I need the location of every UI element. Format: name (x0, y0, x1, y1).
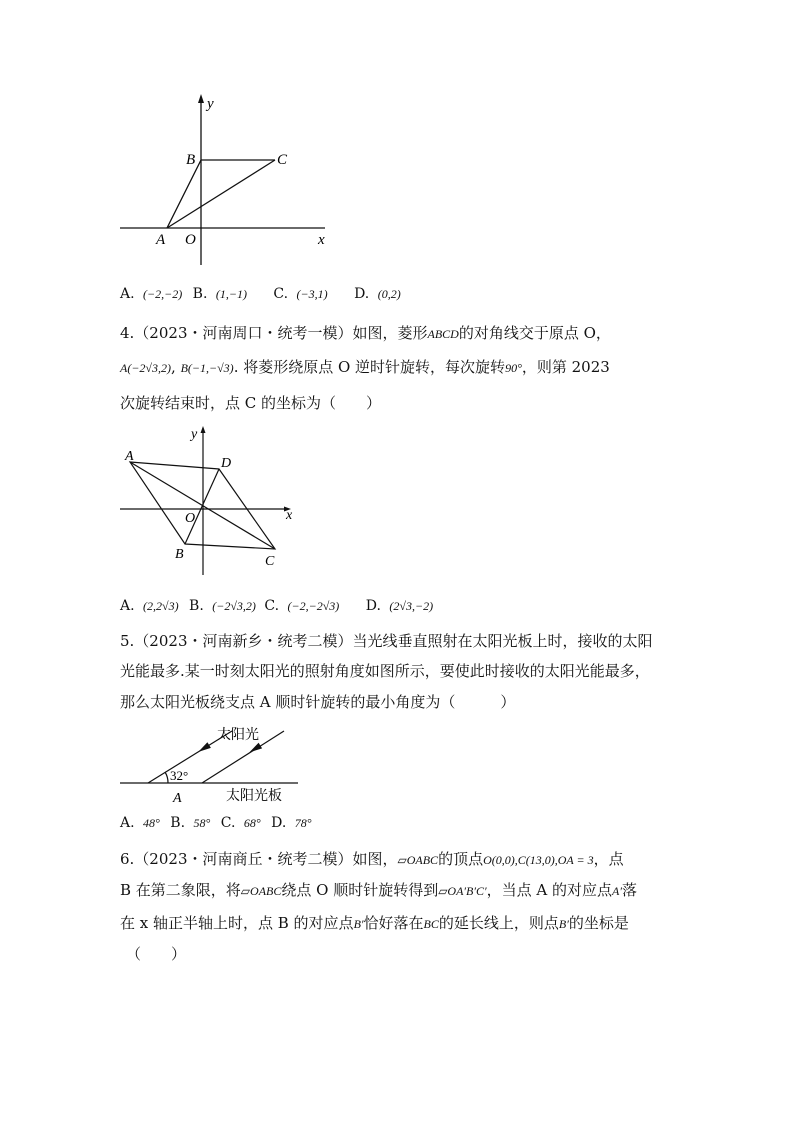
q6-line3-mid: 恰好落在 (363, 914, 424, 932)
q6-vertices: O(0,0),C(13,0),OA = 3 (483, 853, 594, 867)
q5-line-2: 光能最多.某一时刻太阳光的照射角度如图所示，要使此时接收的太阳光能最多， (120, 662, 650, 680)
q5-option-d-value: 78° (294, 816, 312, 830)
q6-line-3 (120, 913, 629, 934)
q5-line-3: 那么太阳光板绕支点 A 顺时针旋转的最小角度为（ ） (120, 693, 516, 711)
q4-line2-text1: . 将菱形绕原点 O 逆时针旋转，每次旋转 (233, 358, 506, 376)
label-o: O (185, 511, 196, 526)
sun-ray-1-arrowhead (198, 742, 211, 752)
q6-segment-bc: BC (423, 917, 439, 931)
q4-point-b: B(−1,−√3) (180, 361, 234, 375)
q5-option-a-value: 48° (143, 816, 160, 830)
q4-option-a-label[interactable]: A. (120, 598, 135, 614)
angle-label: 32° (170, 768, 189, 783)
angle-arc (165, 772, 168, 783)
label-y: y (191, 427, 198, 442)
q6-point-b-prime-2: B′ (558, 917, 569, 931)
q3-option-c-label[interactable]: C. (273, 286, 289, 302)
q6-line1-mid: 的顶点 (438, 850, 484, 868)
q4-angle: 90° (505, 361, 522, 375)
label-y: y (207, 96, 214, 112)
q6-line-2 (120, 880, 637, 901)
q4-options (120, 598, 433, 614)
figure-q3-triangle (110, 90, 350, 275)
q4-rhombus-name: ABCD (427, 327, 459, 341)
q3-option-a-value: (−2,−2) (143, 287, 183, 301)
q6-line3-prefix: 在 x 轴正半轴上时，点 B 的对应点 (120, 914, 354, 932)
y-axis-arrow (201, 426, 206, 433)
q4-line-2 (120, 357, 610, 378)
q4-option-b-value: (−2√3,2) (212, 599, 256, 613)
q3-option-b-value: (1,−1) (215, 287, 247, 301)
panel-label: 太阳光板 (226, 789, 282, 804)
q6-line1-prefix: 6.（2023・河南商丘・统考二模）如图， (120, 850, 398, 868)
point-a-label: A (173, 791, 182, 806)
label-b: B (175, 547, 184, 562)
q6-line-1 (120, 849, 624, 870)
label-o: O (185, 232, 196, 248)
q6-line2-mid2: ，当点 A 的对应点 (486, 881, 613, 899)
q6-line3-mid2: 的延长线上，则点 (438, 914, 559, 932)
figure-q4-rhombus (115, 422, 315, 582)
q4-option-c-label[interactable]: C. (264, 598, 280, 614)
q6-point-b-prime: B′ (353, 917, 364, 931)
label-a: A (156, 232, 166, 248)
q6-line1-suffix: ，点 (593, 850, 624, 868)
q3-option-b-label[interactable]: B. (192, 286, 208, 302)
q6-parallelogram-rotated: ▱OA′B′C′ (438, 884, 487, 898)
q4-option-d-label[interactable]: D. (365, 598, 381, 614)
label-d: D (221, 456, 232, 471)
q5-option-c-label[interactable]: C. (220, 815, 236, 831)
label-a: A (125, 449, 134, 464)
q6-line2-prefix: B 在第二象限，将 (120, 881, 241, 899)
sunlight-label: 太阳光 (217, 728, 259, 743)
q6-line-4: （ ） (126, 945, 187, 963)
segment-ac (167, 160, 275, 228)
figure-q5-solar-panel (118, 720, 338, 812)
q6-parallelogram-2: ▱OABC (240, 884, 282, 898)
q4-option-b-label[interactable]: B. (189, 598, 204, 614)
q4-option-d-value: (2√3,−2) (389, 599, 434, 613)
diagonal-bd (185, 469, 219, 544)
q3-option-a-label[interactable]: A. (120, 286, 135, 302)
label-x: x (286, 508, 293, 523)
q6-point-a-prime: A′ (612, 884, 622, 898)
q4-line-3: 次旋转结束时，点 C 的坐标为（ ） (120, 394, 382, 412)
label-x: x (318, 232, 325, 248)
label-c: C (265, 554, 275, 569)
q4-line1-suffix: 的对角线交于原点 O， (458, 324, 611, 342)
q5-option-b-value: 58° (193, 816, 211, 830)
q4-option-c-value: (−2,−2√3) (287, 599, 340, 613)
q4-line1-prefix: 4.（2023・河南周口・统考一模）如图，菱形 (120, 324, 428, 342)
q3-option-d-label[interactable]: D. (354, 286, 370, 302)
q6-line2-mid: 绕点 O 顺时针旋转得到 (281, 881, 439, 899)
q5-option-d-label[interactable]: D. (271, 815, 287, 831)
q5-line-1: 5.（2023・河南新乡・统考二模）当光线垂直照射在太阳光板上时，接收的太阳 (120, 632, 653, 650)
q5-option-a-label[interactable]: A. (120, 815, 135, 831)
q5-option-b-label[interactable]: B. (170, 815, 186, 831)
q6-line3-suffix: 的坐标是 (568, 914, 629, 932)
label-b: B (186, 152, 196, 168)
q5-options (120, 815, 312, 831)
sun-ray-2-arrowhead (249, 743, 262, 753)
q4-option-a-value: (2,2√3) (143, 599, 179, 613)
q4-line2-text2: ，则第 2023 (521, 358, 610, 376)
q4-line-1 (120, 323, 611, 344)
q6-line2-suffix: 落 (621, 881, 637, 899)
q3-option-d-value: (0,2) (377, 287, 401, 301)
q6-parallelogram: ▱OABC (397, 853, 439, 867)
q3-options (120, 286, 401, 302)
y-axis-arrow (198, 94, 204, 103)
label-c: C (277, 152, 288, 168)
q4-separator: , (171, 358, 176, 376)
q3-option-c-value: (−3,1) (296, 287, 328, 301)
q5-option-c-value: 68° (243, 816, 261, 830)
q4-point-a: A(−2√3,2) (120, 361, 172, 375)
